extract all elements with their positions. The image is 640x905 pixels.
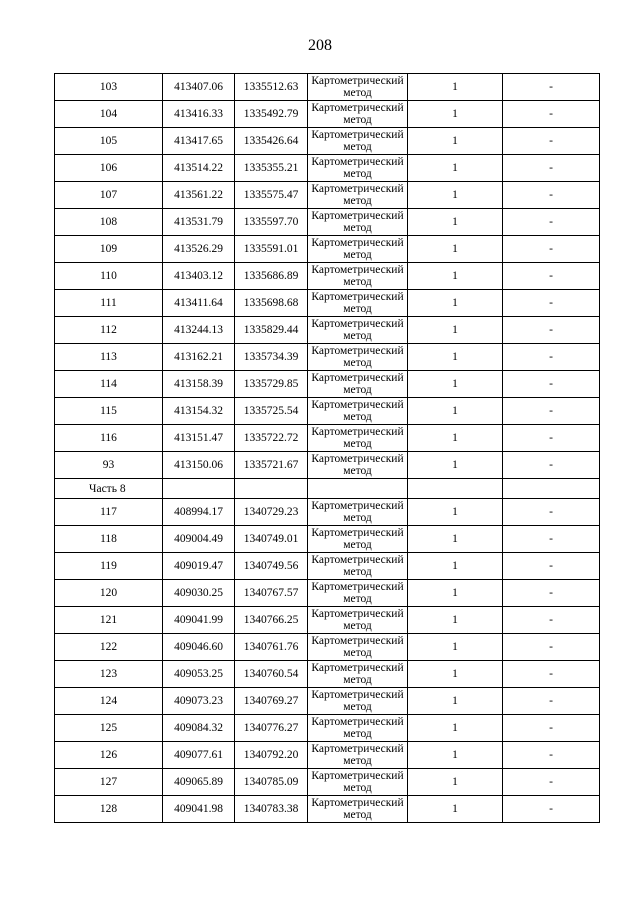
method-cell [308,499,408,526]
x-coordinate-cell: 413407.06 [163,74,235,101]
accuracy-cell: 1 [408,796,503,823]
method-line-1: Картометрический [311,345,404,357]
method-line-2: метод [343,249,372,261]
table-row [55,688,600,715]
point-number-cell: 112 [55,317,163,344]
point-number-cell: 117 [55,499,163,526]
table-row [55,634,600,661]
x-coordinate-cell: 413244.13 [163,317,235,344]
point-number-cell: 124 [55,688,163,715]
method-cell [308,769,408,796]
table-row [55,499,600,526]
method-line-2: метод [343,566,372,578]
table-row [55,290,600,317]
note-cell: - [503,263,600,290]
note-cell: - [503,796,600,823]
method-cell [308,209,408,236]
note-cell: - [503,661,600,688]
method-cell [308,344,408,371]
y-coordinate-cell: 1335698.68 [235,290,308,317]
point-number-cell: 113 [55,344,163,371]
method-cell [308,634,408,661]
accuracy-cell: 1 [408,499,503,526]
accuracy-cell: 1 [408,526,503,553]
empty-cell [163,479,235,499]
x-coordinate-cell: 413561.22 [163,182,235,209]
note-cell: - [503,371,600,398]
accuracy-cell: 1 [408,263,503,290]
method-line-1: Картометрический [311,399,404,411]
empty-cell [235,479,308,499]
note-cell: - [503,452,600,479]
note-cell: - [503,425,600,452]
method-line-1: Картометрический [311,662,404,674]
method-line-1: Картометрический [311,527,404,539]
y-coordinate-cell: 1335734.39 [235,344,308,371]
method-line-1: Картометрический [311,102,404,114]
accuracy-cell: 1 [408,182,503,209]
y-coordinate-cell: 1335575.47 [235,182,308,209]
method-cell [308,661,408,688]
point-number-cell: 119 [55,553,163,580]
note-cell: - [503,398,600,425]
table-row [55,398,600,425]
method-cell [308,452,408,479]
x-coordinate-cell: 409065.89 [163,769,235,796]
method-line-1: Картометрический [311,770,404,782]
y-coordinate-cell: 1335426.64 [235,128,308,155]
x-coordinate-cell: 409046.60 [163,634,235,661]
accuracy-cell: 1 [408,236,503,263]
method-cell [308,425,408,452]
method-cell [308,74,408,101]
point-number-cell: 120 [55,580,163,607]
table-row [55,263,600,290]
accuracy-cell: 1 [408,425,503,452]
accuracy-cell: 1 [408,634,503,661]
accuracy-cell: 1 [408,398,503,425]
note-cell: - [503,236,600,263]
table-row [55,74,600,101]
x-coordinate-cell: 409073.23 [163,688,235,715]
note-cell: - [503,290,600,317]
table-row [55,182,600,209]
part-header-row [55,479,600,499]
accuracy-cell: 1 [408,128,503,155]
point-number-cell: 111 [55,290,163,317]
table-row [55,769,600,796]
y-coordinate-cell: 1335512.63 [235,74,308,101]
method-line-2: метод [343,114,372,126]
method-line-2: метод [343,438,372,450]
method-cell [308,715,408,742]
table-row [55,796,600,823]
y-coordinate-cell: 1340729.23 [235,499,308,526]
table-row [55,236,600,263]
accuracy-cell: 1 [408,317,503,344]
y-coordinate-cell: 1335722.72 [235,425,308,452]
empty-cell [308,479,408,499]
method-line-1: Картометрический [311,635,404,647]
y-coordinate-cell: 1335597.70 [235,209,308,236]
y-coordinate-cell: 1340760.54 [235,661,308,688]
x-coordinate-cell: 409041.98 [163,796,235,823]
y-coordinate-cell: 1335721.67 [235,452,308,479]
point-number-cell: 107 [55,182,163,209]
x-coordinate-cell: 409030.25 [163,580,235,607]
x-coordinate-cell: 413162.21 [163,344,235,371]
x-coordinate-cell: 409004.49 [163,526,235,553]
method-line-1: Картометрический [311,608,404,620]
x-coordinate-cell: 409053.25 [163,661,235,688]
method-cell [308,526,408,553]
method-cell [308,236,408,263]
note-cell: - [503,769,600,796]
y-coordinate-cell: 1340776.27 [235,715,308,742]
page-number: 208 [308,37,332,54]
note-cell: - [503,344,600,371]
method-line-1: Картометрический [311,426,404,438]
y-coordinate-cell: 1340785.09 [235,769,308,796]
method-cell [308,290,408,317]
point-number-cell: 116 [55,425,163,452]
note-cell: - [503,634,600,661]
y-coordinate-cell: 1340749.01 [235,526,308,553]
y-coordinate-cell: 1335492.79 [235,101,308,128]
accuracy-cell: 1 [408,553,503,580]
method-line-1: Картометрический [311,237,404,249]
method-line-2: метод [343,357,372,369]
table-row [55,344,600,371]
method-cell [308,263,408,290]
point-number-cell: 126 [55,742,163,769]
point-number-cell: 127 [55,769,163,796]
y-coordinate-cell: 1340792.20 [235,742,308,769]
x-coordinate-cell: 413531.79 [163,209,235,236]
point-number-cell: 108 [55,209,163,236]
method-line-2: метод [343,276,372,288]
x-coordinate-cell: 413158.39 [163,371,235,398]
accuracy-cell: 1 [408,209,503,236]
method-cell [308,128,408,155]
method-line-1: Картометрический [311,453,404,465]
note-cell: - [503,128,600,155]
accuracy-cell: 1 [408,344,503,371]
empty-cell [503,479,600,499]
accuracy-cell: 1 [408,101,503,128]
method-line-2: метод [343,647,372,659]
x-coordinate-cell: 413151.47 [163,425,235,452]
table-row [55,452,600,479]
note-cell: - [503,499,600,526]
accuracy-cell: 1 [408,688,503,715]
note-cell: - [503,74,600,101]
method-line-1: Картометрический [311,129,404,141]
point-number-cell: 103 [55,74,163,101]
table-row [55,553,600,580]
method-line-2: метод [343,593,372,605]
point-number-cell: 110 [55,263,163,290]
point-number-cell: 109 [55,236,163,263]
table-body [55,74,600,823]
note-cell: - [503,742,600,769]
method-cell [308,101,408,128]
x-coordinate-cell: 409084.32 [163,715,235,742]
accuracy-cell: 1 [408,155,503,182]
method-line-1: Картометрический [311,183,404,195]
point-number-cell: 122 [55,634,163,661]
method-cell [308,553,408,580]
y-coordinate-cell: 1340766.25 [235,607,308,634]
y-coordinate-cell: 1340761.76 [235,634,308,661]
method-line-2: метод [343,384,372,396]
note-cell: - [503,317,600,344]
method-line-2: метод [343,87,372,99]
accuracy-cell: 1 [408,452,503,479]
method-cell [308,182,408,209]
x-coordinate-cell: 413514.22 [163,155,235,182]
method-line-2: метод [343,512,372,524]
y-coordinate-cell: 1340783.38 [235,796,308,823]
part-label: Часть 8 [55,479,163,499]
method-cell [308,742,408,769]
y-coordinate-cell: 1335591.01 [235,236,308,263]
method-cell [308,317,408,344]
table-row [55,742,600,769]
method-line-2: метод [343,701,372,713]
point-number-cell: 123 [55,661,163,688]
note-cell: - [503,580,600,607]
note-cell: - [503,607,600,634]
method-line-1: Картометрический [311,372,404,384]
note-cell: - [503,715,600,742]
method-line-1: Картометрический [311,743,404,755]
table-row [55,128,600,155]
table-row [55,101,600,128]
point-number-cell: 104 [55,101,163,128]
x-coordinate-cell: 409041.99 [163,607,235,634]
x-coordinate-cell: 413150.06 [163,452,235,479]
table-row [55,607,600,634]
y-coordinate-cell: 1335729.85 [235,371,308,398]
method-line-1: Картометрический [311,318,404,330]
point-number-cell: 93 [55,452,163,479]
y-coordinate-cell: 1335686.89 [235,263,308,290]
method-line-2: метод [343,755,372,767]
table-row [55,317,600,344]
method-line-2: метод [343,303,372,315]
x-coordinate-cell: 413526.29 [163,236,235,263]
point-number-cell: 125 [55,715,163,742]
method-line-1: Картометрический [311,291,404,303]
point-number-cell: 105 [55,128,163,155]
point-number-cell: 121 [55,607,163,634]
method-line-1: Картометрический [311,581,404,593]
x-coordinate-cell: 409077.61 [163,742,235,769]
method-line-2: метод [343,465,372,477]
table-row [55,371,600,398]
method-line-2: метод [343,728,372,740]
table-row [55,209,600,236]
method-line-1: Картометрический [311,716,404,728]
note-cell: - [503,155,600,182]
accuracy-cell: 1 [408,74,503,101]
accuracy-cell: 1 [408,607,503,634]
table-row [55,580,600,607]
method-cell [308,796,408,823]
method-cell [308,580,408,607]
method-line-2: метод [343,620,372,632]
accuracy-cell: 1 [408,580,503,607]
y-coordinate-cell: 1340769.27 [235,688,308,715]
x-coordinate-cell: 409019.47 [163,553,235,580]
y-coordinate-cell: 1340749.56 [235,553,308,580]
note-cell: - [503,101,600,128]
point-number-cell: 115 [55,398,163,425]
method-line-2: метод [343,809,372,821]
method-line-1: Картометрический [311,264,404,276]
coordinates-table [54,73,600,823]
y-coordinate-cell: 1340767.57 [235,580,308,607]
accuracy-cell: 1 [408,371,503,398]
method-line-2: метод [343,330,372,342]
table-row [55,661,600,688]
note-cell: - [503,526,600,553]
note-cell: - [503,209,600,236]
method-line-1: Картометрический [311,797,404,809]
method-line-2: метод [343,168,372,180]
method-line-2: метод [343,222,372,234]
method-line-2: метод [343,195,372,207]
accuracy-cell: 1 [408,742,503,769]
method-line-2: метод [343,141,372,153]
method-line-1: Картометрический [311,156,404,168]
method-line-2: метод [343,411,372,423]
method-cell [308,155,408,182]
x-coordinate-cell: 408994.17 [163,499,235,526]
accuracy-cell: 1 [408,769,503,796]
table-row [55,425,600,452]
method-cell [308,371,408,398]
x-coordinate-cell: 413154.32 [163,398,235,425]
method-line-1: Картометрический [311,554,404,566]
table-row [55,155,600,182]
method-line-1: Картометрический [311,500,404,512]
method-cell [308,398,408,425]
table-row [55,526,600,553]
method-line-2: метод [343,539,372,551]
y-coordinate-cell: 1335829.44 [235,317,308,344]
method-line-1: Картометрический [311,75,404,87]
y-coordinate-cell: 1335725.54 [235,398,308,425]
note-cell: - [503,553,600,580]
x-coordinate-cell: 413417.65 [163,128,235,155]
method-line-2: метод [343,782,372,794]
note-cell: - [503,182,600,209]
point-number-cell: 106 [55,155,163,182]
x-coordinate-cell: 413403.12 [163,263,235,290]
point-number-cell: 114 [55,371,163,398]
method-line-1: Картометрический [311,210,404,222]
method-line-2: метод [343,674,372,686]
method-cell [308,607,408,634]
empty-cell [408,479,503,499]
point-number-cell: 118 [55,526,163,553]
table-row [55,715,600,742]
y-coordinate-cell: 1335355.21 [235,155,308,182]
accuracy-cell: 1 [408,661,503,688]
x-coordinate-cell: 413416.33 [163,101,235,128]
x-coordinate-cell: 413411.64 [163,290,235,317]
accuracy-cell: 1 [408,715,503,742]
note-cell: - [503,688,600,715]
method-cell [308,688,408,715]
point-number-cell: 128 [55,796,163,823]
method-line-1: Картометрический [311,689,404,701]
accuracy-cell: 1 [408,290,503,317]
